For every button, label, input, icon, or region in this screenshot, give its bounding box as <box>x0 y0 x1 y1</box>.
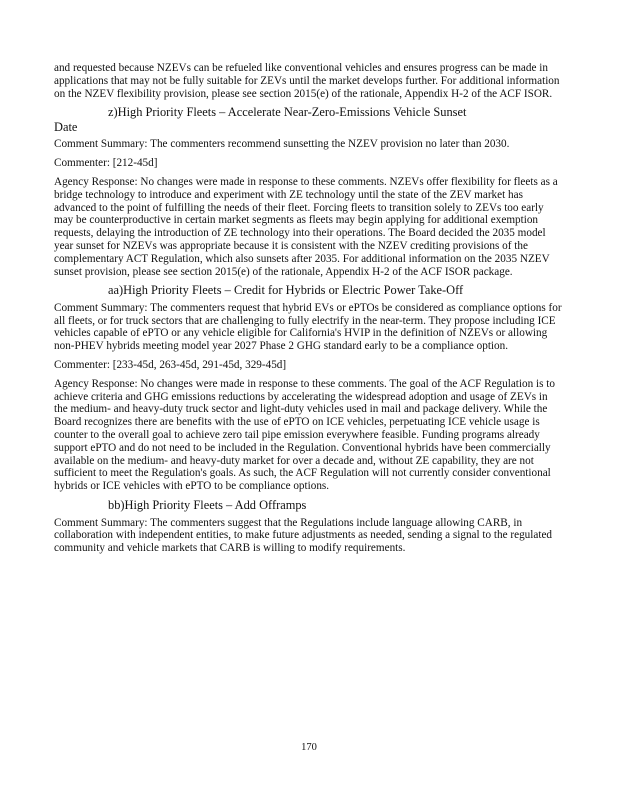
section-heading-z-continuation: Date <box>54 119 78 134</box>
section-heading-z-label: z)High Priority Fleets – Accelerate Near-Zero-Emissions Vehicle Sunset <box>108 105 467 120</box>
agency-response-aa: Agency Response: No changes were made in response to these comments. The goal of the ACF Regulation is to achieve criteria and GHG emissions reductions by accelerating the widespread adoption and usage of ZEVs in the medium- and heavy-duty truck sector and light-duty vehicles used in mail and package delivery. While the Board recognizes there are benefits with the use of ePTO on ICE vehicles, perpetuating ICE vehicle usage is counter to the overall goal to achieve zero tail pipe emission everywhere feasible. Funding programs already support ePTO and do not need to be included in the Regulation. Conventional hybrids have been commercially available on the medium- and heavy-duty market for over a decade and, without ZE capability, they are not sufficient to meet the Regulation's goals. As such, the ACF Regulation will not currently consider conventional hybrids or ICE vehicles with ePTO to be compliance options. <box>54 377 555 493</box>
comment-summary-z: Comment Summary: The commenters recommend sunsetting the NZEV provision no later than 2030. <box>54 138 510 151</box>
section-heading-aa: aa)High Priority Fleets – Credit for Hybrids or Electric Power Take-Off <box>108 283 464 298</box>
comment-summary-aa: Comment Summary: The commenters request that hybrid EVs or ePTOs be considered as compliance options for all fleets, or for truck sectors that are challenging to fully electrify in the near-term. They propose including ICE vehicles capable of ePTO or any vehicle eligible for California's HVIP in the definition of NZEVs or allowing non-PHEV hybrids meeting model year 2027 Phase 2 GHG standard early to be a compliance option. <box>54 301 562 353</box>
agency-response-z: Agency Response: No changes were made in response to these comments. NZEVs offer flexibility for fleets as a bridge technology to introduce and experiment with ZE technology until the state of the ZEV market has advanced to the point of fulfilling the needs of their fleet. Forcing fleets to transition solely to ZEVs too early may be counterproductive in certain market segments as fleets may begin applying for additional exemption requests, delaying the introduction of ZE technology into their operations. The Board decided the 2035 model year sunset for NZEVs was appropriate because it is consistent with the NZEV crediting provisions of the complementary ACT Regulation, which also sunsets after 2035. For additional information on the 2035 NZEV sunset provision, please see section 2015(e) of the rationale, Appendix H-2 of the ACF ISOR package. <box>54 175 558 278</box>
comment-summary-bb: Comment Summary: The commenters suggest that the Regulations include language allowing CARB, in collaboration with independent entities, to make future adjustments as needed, sending a signal to the regulated community and vehicle markets that CARB is willing to modify requirements. <box>54 516 553 555</box>
paragraph-intro: and requested because NZEVs can be refueled like conventional vehicles and ensures progress can be made in applications that may not be fully suitable for ZEVs until the market develops further. For additional information on the NZEV flexibility provision, please see section 2015(e) of the rationale, Appendix H-2 of the ACF ISOR. <box>54 62 560 100</box>
section-heading-bb: bb)High Priority Fleets – Add Offramps <box>108 498 307 513</box>
section-heading-z <box>54 105 562 134</box>
commenter-z: Commenter: [212-45d] <box>54 157 158 170</box>
document-body <box>54 62 562 555</box>
commenter-aa: Commenter: [233-45d, 263-45d, 291-45d, 329-45d] <box>54 359 287 372</box>
page-number: 170 <box>301 742 317 753</box>
